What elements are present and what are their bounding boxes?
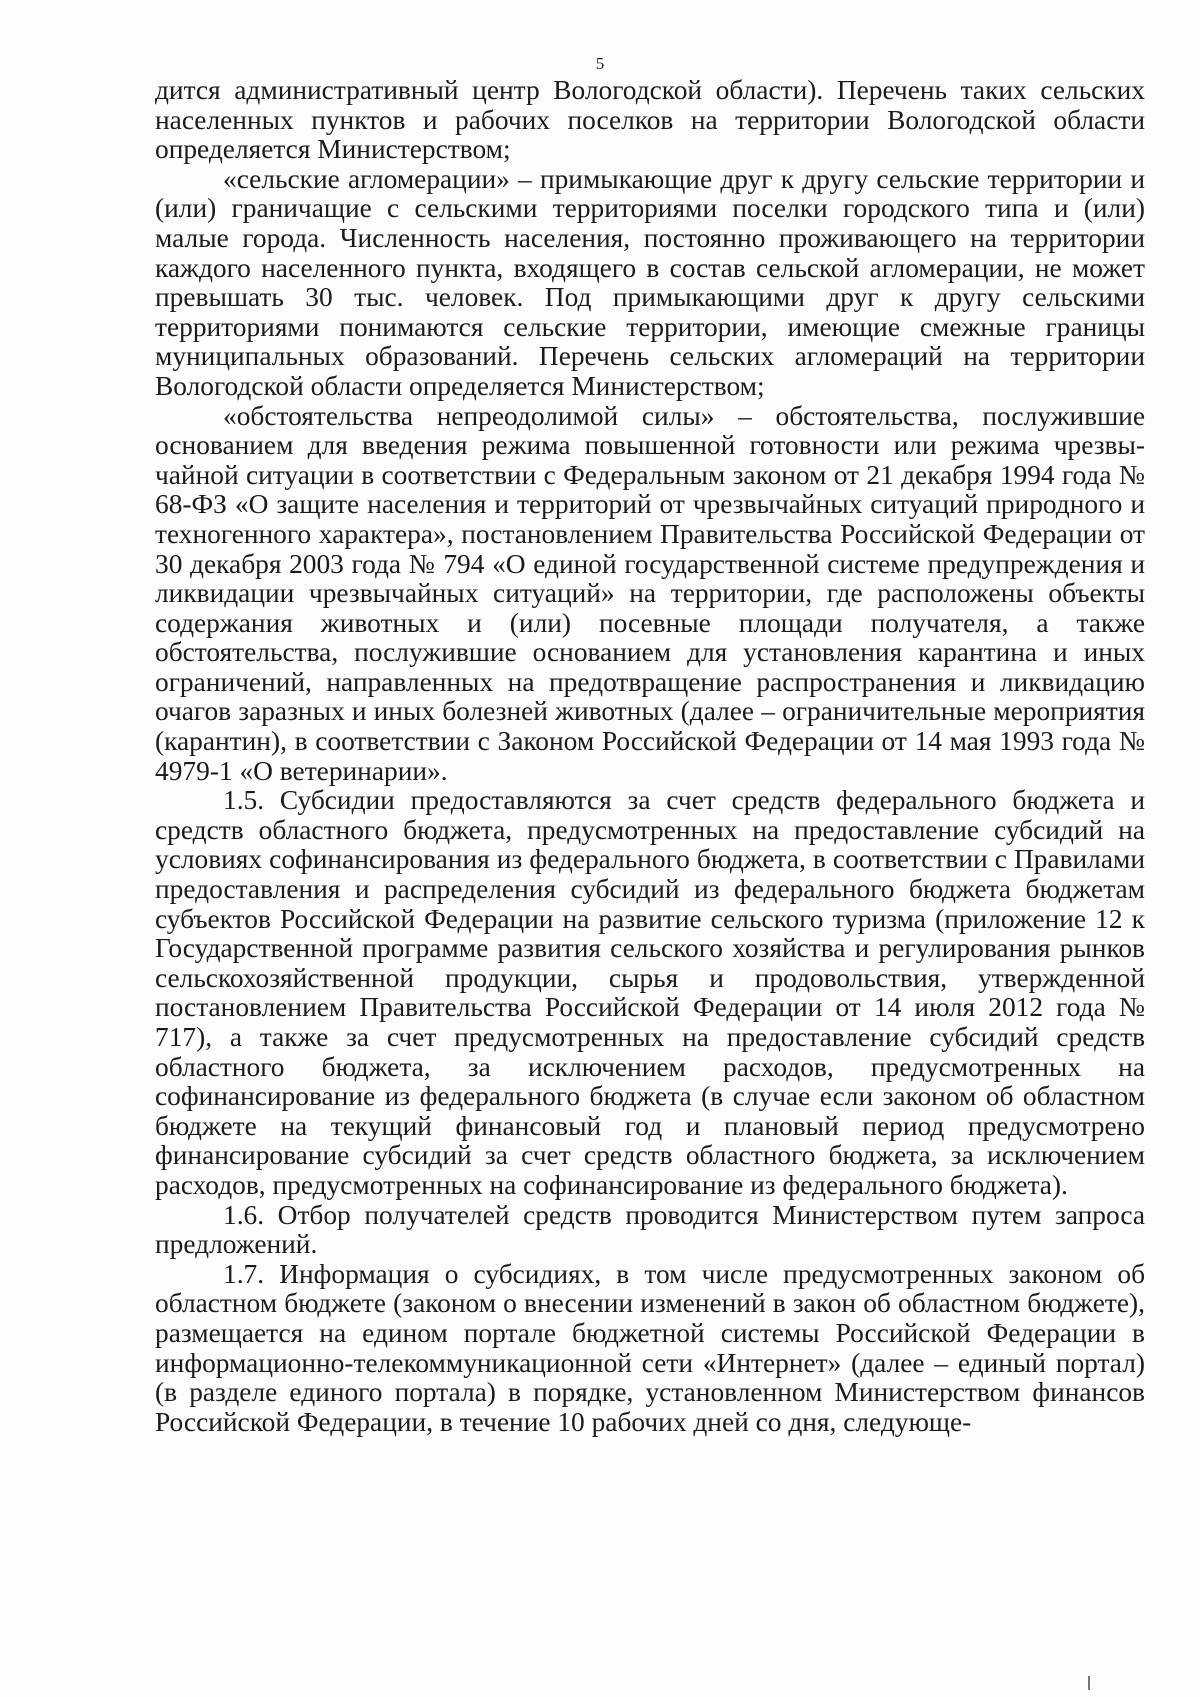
paragraph-1-6: 1.6. Отбор получателей средств проводится Министерством путем запроса предложений. bbox=[155, 1199, 1145, 1260]
paragraph-continuation: дится административный центр Вологодской области). Перечень таких сельских населенных пунктов и рабочих поселков на территории Вологодской области определяется Министерством; bbox=[155, 75, 1145, 165]
scan-mark bbox=[1088, 1676, 1090, 1690]
paragraph-force-majeure: «обстоятельства непреодолимой силы» – обстоятельства, послужившие основанием для введения режима повышенной готовности или режима чрезвычайной ситуации в соответствии с Федеральным законом от 21 декабря 1994 года № 68-ФЗ «О защите населения и территорий от чрезвычайных ситуаций природного и техногенного характера», постановлением Правительства Российской Федерации от 30 декабря 2003 года № 794 «О единой государственной системе предупреждения и ликвидации чрезвычайных ситуаций» на территории, где расположены объекты содержания животных и (или) посевные площади получателя, а также обстоятельства, послужившие основанием для установления карантина и иных ограничений, направленных на предотвращение распространения и ликвидацию очагов заразных и иных болезней животных (далее – ограничительные мероприятия (карантин), в соответствии с Законом Российской Федерации от 14 мая 1993 года № 4979-1 «О ветеринарии». bbox=[155, 400, 1145, 786]
paragraph-1-5: 1.5. Субсидии предоставляются за счет средств федерального бюджета и средств областного бюджета, предусмотренных на предоставление субсидий на условиях софинансирования из федерального бюджета, в соответствии с Правилами предоставления и распределения субсидий из федерального бюджета бюджетам субъектов Российской Федерации на развитие сельского туризма (приложение 12 к Государственной программе развития сельского хозяйства и регулирования рынков сельскохозяйственной продукции, сырья и продовольствия, утвержденной постановлением Правительства Российской Федерации от 14 июля 2012 года № 717), а также за счет предусмотренных на предоставление субсидий средств областного бюджета, за исключением расходов, предусмотренных на софинансирование из федерального бюджета (в случае если законом об областном бюджете на текущий финансовый год и плановый период предусмотрено финансирование субсидий за счет средств областного бюджета, за исключением расходов, предусмотренных на софинансирование из федерального бюджета). bbox=[155, 785, 1145, 1200]
paragraph-rural-agglomerations: «сельские агломерации» – примыкающие друг к другу сельские территории и (или) граничащие с сельскими территориями поселки городского типа и (или) малые города. Численность населения, постоянно проживающего на территории каждого населенного пункта, входящего в состав сельской агломерации, не может превышать 30 тыс. человек. Под примыкающими друг к другу сельскими территориями понимаются сельские территории, имеющие смежные границы муниципальных образований. Перечень сельских агломераций на территории Вологодской области определяется Министерством; bbox=[155, 163, 1145, 401]
document-body bbox=[155, 76, 1145, 1437]
paragraph-1-7: 1.7. Информация о субсидиях, в том числе предусмотренных законом об областном бюджете (законом о внесении изменений в закон об областном бюджете), размещается на едином портале бюджетной системы Российской Федерации в информационно-телекоммуникационной сети «Интернет» (далее – единый портал) (в разделе единого портала) в порядке, установленном Министерством финансов Российской Федерации, в течение 10 рабочих дней со дня, следующе- bbox=[155, 1258, 1145, 1437]
page-number: 5 bbox=[595, 54, 605, 73]
